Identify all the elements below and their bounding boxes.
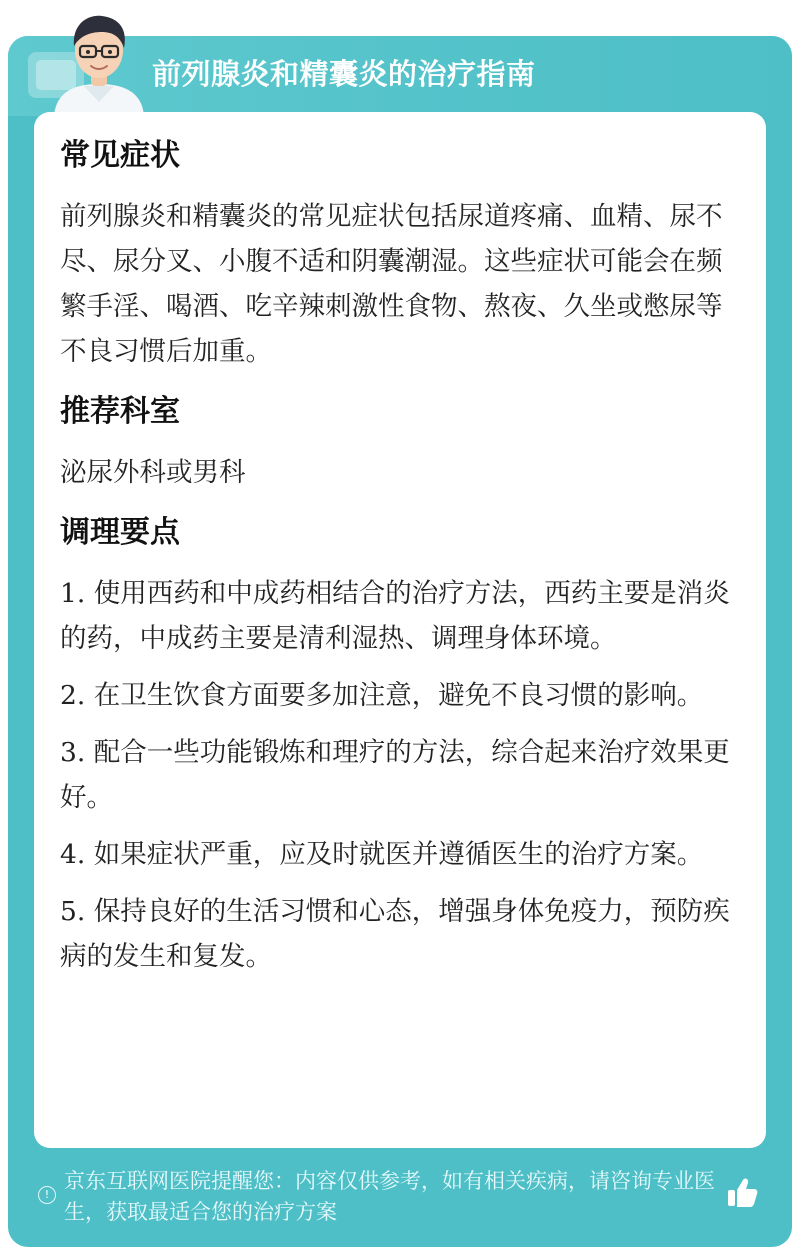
section-heading-department: 推荐科室 (60, 394, 180, 429)
list-item-number: 2. (60, 680, 86, 711)
list-item (60, 832, 730, 877)
list-item-text: 在卫生饮食方面要多加注意，避免不良习惯的影响。 (93, 680, 704, 711)
list-item-text: 如果症状严重，应及时就医并遵循医生的治疗方案。 (93, 839, 704, 870)
content-body (60, 134, 730, 979)
list-item-text: 使用西药和中成药相结合的治疗方法，西药主要是消炎的药，中成药主要是清利湿热、调理身体环境。 (60, 578, 730, 654)
section-heading-care: 调理要点 (60, 515, 180, 550)
disclaimer-text: 京东互联网医院提醒您：内容仅供参考，如有相关疾病，请咨询专业医生，获取最适合您的治疗方案 (64, 1169, 715, 1224)
list-item-number: 3. (60, 737, 86, 768)
list-item (60, 889, 730, 979)
list-item-text: 配合一些功能锻炼和理疗的方法，综合起来治疗效果更好。 (60, 737, 730, 813)
list-item (60, 673, 730, 718)
content-card (34, 112, 766, 1148)
footer-disclaimer (34, 1162, 774, 1232)
list-item (60, 571, 730, 661)
list-item (60, 730, 730, 820)
list-item-number: 4. (60, 839, 86, 870)
list-item-text: 保持良好的生活习惯和心态，增强身体免疫力，预防疾病的发生和复发。 (60, 896, 730, 972)
info-icon: ! (38, 1186, 56, 1204)
page-title: 前列腺炎和精囊炎的治疗指南 (152, 57, 536, 91)
department-text: 泌尿外科或男科 (60, 457, 246, 488)
doctor-avatar (44, 6, 154, 116)
thumbs-up-icon[interactable] (724, 1174, 760, 1210)
list-item-number: 5. (60, 896, 86, 927)
section-heading-symptoms: 常见症状 (60, 138, 180, 173)
symptoms-text: 前列腺炎和精囊炎的常见症状包括尿道疼痛、血精、尿不尽、尿分叉、小腹不适和阴囊潮湿。这些症状可能会在频繁手淫、喝酒、吃辛辣刺激性食物、熬夜、久坐或憋尿等不良习惯后加重。 (60, 201, 723, 367)
list-item-number: 1. (60, 578, 86, 609)
